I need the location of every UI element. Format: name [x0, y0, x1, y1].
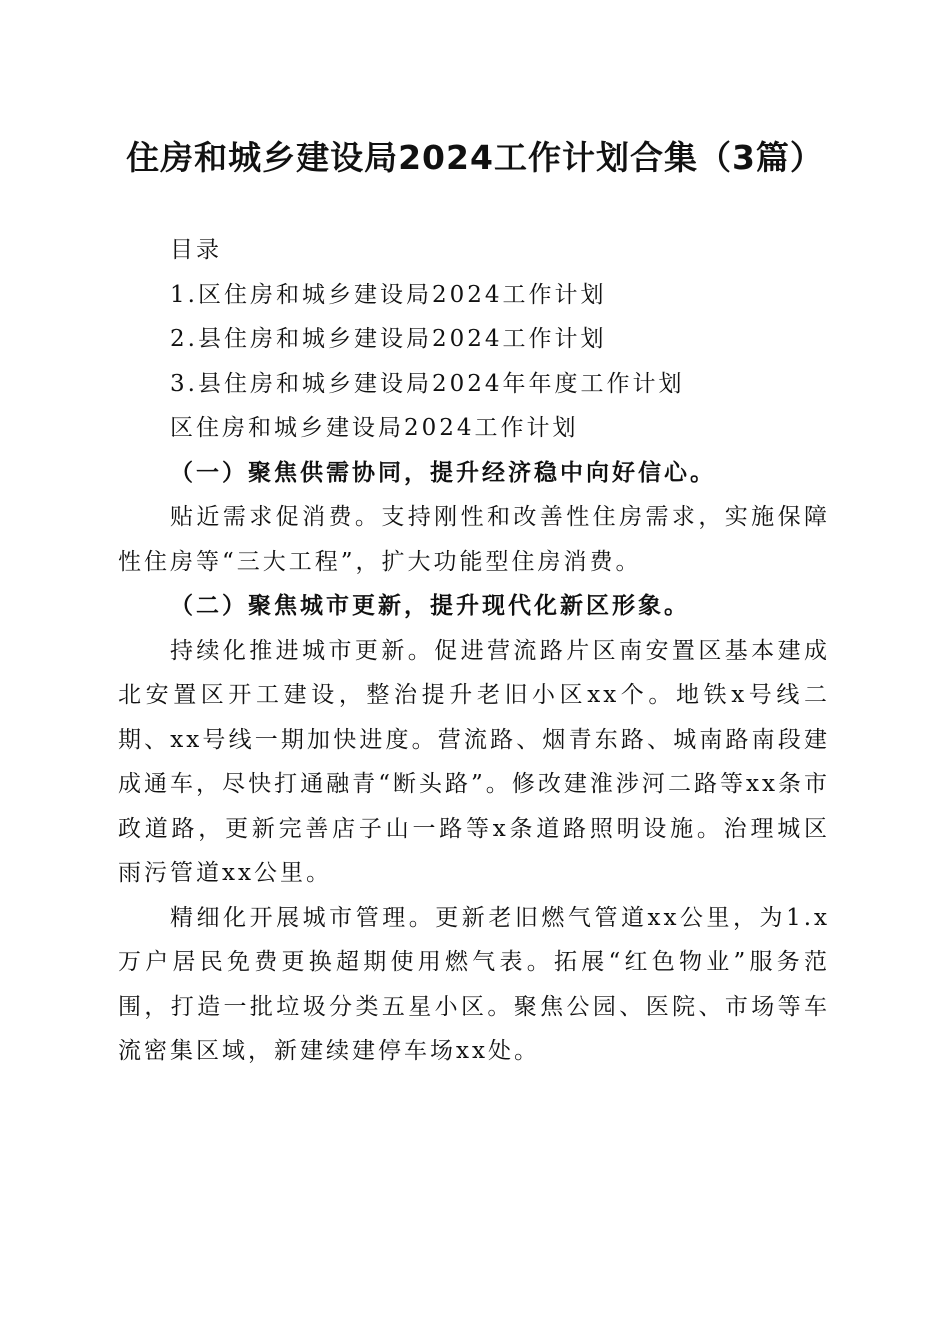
document-title: 住房和城乡建设局2024工作计划合集（3篇） — [126, 138, 824, 177]
toc-item-2: 2.县住房和城乡建设局2024工作计划 — [170, 326, 607, 352]
subheading-2: （二）聚焦城市更新，提升现代化新区形象。 — [170, 592, 690, 619]
paragraph-2: 持续化推进城市更新。促进营流路片区南安置区基本建成北安置区开工建设，整治提升老旧小区xx个。地铁x号线二期、xx号线一期加快进度。营流路、烟青东路、城南路南段建成通车，尽快打通融青“断头路”。修改建淮涉河二路等xx条市政道路，更新完善店子山一路等x条道路照明设施。治理城区雨污管道xx公里。 — [118, 637, 830, 886]
section-title: 区住房和城乡建设局2024工作计划 — [170, 415, 579, 441]
subheading-1: （一）聚焦供需协同，提升经济稳中向好信心。 — [170, 458, 716, 486]
toc-item-1: 1.区住房和城乡建设局2024工作计划 — [170, 281, 607, 308]
paragraph-3: 精细化开展城市管理。更新老旧燃气管道xx公里，为1.x万户居民免费更换超期使用燃气表。拓展“红色物业”服务范围，打造一批垃圾分类五星小区。聚焦公园、医院、市场等车流密集区域，新建续建停车场xx处。 — [118, 904, 830, 1064]
toc-item-3: 3.县住房和城乡建设局2024年年度工作计划 — [170, 370, 685, 397]
toc-heading: 目录 — [170, 237, 222, 263]
paragraph-1: 贴近需求促消费。支持刚性和改善性住房需求，实施保障性住房等“三大工程”，扩大功能型住房消费。 — [118, 504, 830, 575]
document-body — [118, 228, 830, 1074]
